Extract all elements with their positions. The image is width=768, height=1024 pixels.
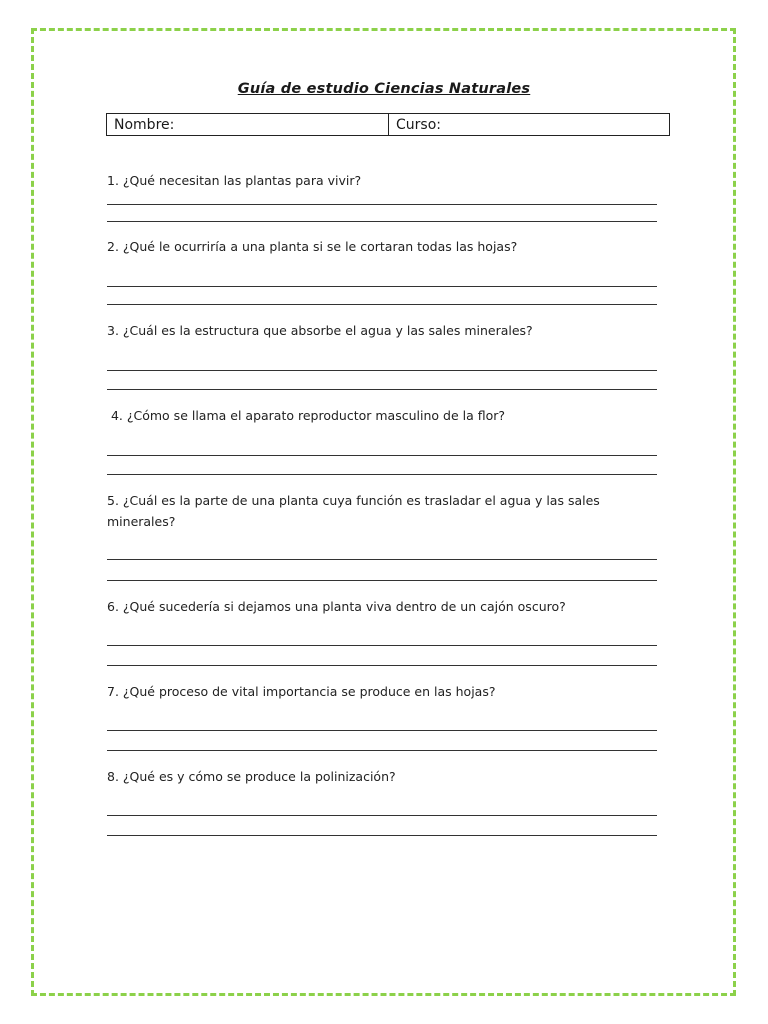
question-2: 2. ¿Qué le ocurriría a una planta si se le cortaran todas las hojas? <box>107 239 518 254</box>
answer-line-6b[interactable] <box>107 665 657 666</box>
question-7: 7. ¿Qué proceso de vital importancia se produce en las hojas? <box>107 684 496 699</box>
answer-line-5a[interactable] <box>107 559 657 560</box>
question-5: 5. ¿Cuál es la parte de una planta cuya función es trasladar el agua y las sales minerales? <box>107 493 600 529</box>
answer-line-1b[interactable] <box>107 221 657 222</box>
answer-line-3a[interactable] <box>107 370 657 371</box>
answer-line-2a[interactable] <box>107 286 657 287</box>
page-title: Guía de estudio Ciencias Naturales <box>237 81 531 97</box>
answer-line-4b[interactable] <box>107 474 657 475</box>
info-table <box>106 113 670 136</box>
question-6: 6. ¿Qué sucedería si dejamos una planta viva dentro de un cajón oscuro? <box>107 599 566 614</box>
answer-line-5b[interactable] <box>107 580 657 581</box>
course-field[interactable]: Curso: <box>396 117 441 133</box>
name-field[interactable]: Nombre: <box>107 114 389 135</box>
question-8: 8. ¿Qué es y cómo se produce la polinización? <box>107 769 396 784</box>
question-4: 4. ¿Cómo se llama el aparato reproductor masculino de la flor? <box>107 408 506 423</box>
question-1: 1. ¿Qué necesitan las plantas para vivir? <box>107 173 362 188</box>
answer-line-8b[interactable] <box>107 835 657 836</box>
question-3: 3. ¿Cuál es la estructura que absorbe el agua y las sales minerales? <box>107 323 533 338</box>
answer-line-7a[interactable] <box>107 730 657 731</box>
answer-line-3b[interactable] <box>107 389 657 390</box>
answer-line-1a[interactable] <box>107 204 657 205</box>
answer-line-4a[interactable] <box>107 455 657 456</box>
answer-line-2b[interactable] <box>107 304 657 305</box>
answer-line-6a[interactable] <box>107 645 657 646</box>
answer-line-8a[interactable] <box>107 815 657 816</box>
answer-line-7b[interactable] <box>107 750 657 751</box>
